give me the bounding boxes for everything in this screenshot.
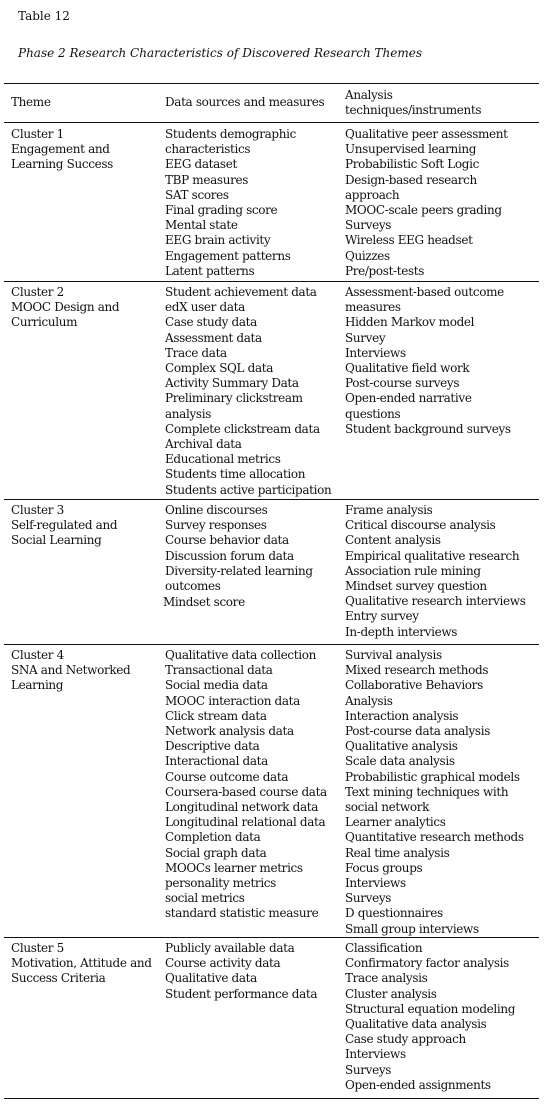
data-source-item: Course behavior data (165, 533, 289, 548)
data-source-item: standard statistic measure (165, 906, 319, 921)
row-1-analysis (345, 127, 508, 279)
data-source-item: outcomes (165, 579, 221, 594)
analysis-item: Focus groups (345, 860, 423, 875)
analysis-item: Survival analysis (345, 648, 442, 662)
analysis-item: measures (345, 300, 401, 315)
theme-line: Cluster 1 (11, 127, 64, 141)
analysis-item: Probabilistic graphical models (345, 769, 520, 784)
data-source-item: EEG brain activity (165, 233, 271, 248)
row-1-data-sources (165, 127, 296, 279)
row-3-data-sources (165, 503, 313, 610)
data-source-item: Students time allocation (165, 467, 306, 482)
row-1-theme (11, 127, 113, 173)
row-4-theme (11, 648, 130, 694)
data-source-item: Qualitative data (165, 971, 257, 986)
row-5-theme (11, 941, 152, 987)
row-divider (4, 644, 539, 645)
analysis-item: Critical discourse analysis (345, 518, 496, 533)
data-source-item: Survey responses (165, 518, 267, 533)
data-source-item: Click stream data (165, 708, 267, 723)
data-source-item: Student performance data (165, 986, 318, 1001)
table-top-rule (4, 83, 539, 84)
analysis-item: Scale data analysis (345, 754, 455, 769)
data-source-item: Social media data (165, 678, 268, 693)
row-3-analysis (345, 503, 526, 640)
data-source-item: Activity Summary Data (165, 376, 299, 391)
data-source-item: Qualitative data collection (165, 648, 316, 662)
data-source-item: Social graph data (165, 845, 267, 860)
theme-line: Cluster 3 (11, 503, 64, 517)
data-source-item: TBP measures (165, 172, 249, 187)
header-analysis (345, 88, 481, 118)
theme-line: Engagement and (11, 142, 110, 157)
theme-line: Learning (11, 678, 64, 693)
analysis-item: Confirmatory factor analysis (345, 956, 509, 971)
data-source-item: Final grading score (165, 203, 278, 218)
analysis-item: Trace analysis (345, 971, 428, 986)
data-source-item: Mental state (165, 218, 238, 233)
data-source-item: Complete clickstream data (165, 421, 320, 436)
data-source-item: Assessment data (165, 330, 262, 345)
theme-line: Curriculum (11, 315, 78, 330)
analysis-item: Association rule mining (345, 563, 481, 578)
data-source-item: EEG dataset (165, 157, 237, 172)
data-source-item: Educational metrics (165, 452, 281, 467)
row-5-data-sources (165, 941, 317, 1002)
header-bottom-rule (4, 122, 539, 123)
theme-line: MOOC Design and (11, 300, 120, 315)
analysis-item: Qualitative data analysis (345, 1017, 487, 1032)
row-2-analysis (345, 285, 511, 437)
analysis-item: Collaborative Behaviors (345, 678, 483, 693)
analysis-item: Content analysis (345, 533, 441, 548)
theme-line: Success Criteria (11, 971, 106, 986)
data-source-item: Archival data (165, 437, 242, 452)
analysis-item: Post-course data analysis (345, 724, 491, 739)
analysis-item: Unsupervised learning (345, 142, 477, 157)
row-2-data-sources (165, 285, 331, 498)
theme-line: Social Learning (11, 533, 102, 548)
analysis-item: Interviews (345, 1047, 406, 1062)
analysis-item: approach (345, 187, 400, 202)
analysis-item: Real time analysis (345, 845, 450, 860)
analysis-item: Qualitative peer assessment (345, 127, 508, 141)
analysis-item: Small group interviews (345, 921, 479, 936)
data-source-item: Network analysis data (165, 724, 294, 739)
data-source-item: MOOCs learner metrics (165, 860, 303, 875)
table-bottom-rule (4, 1098, 539, 1099)
theme-line: Self-regulated and (11, 518, 118, 533)
analysis-item: Frame analysis (345, 503, 433, 517)
data-source-item: Latent patterns (165, 263, 255, 278)
row-4-analysis (345, 648, 524, 937)
analysis-item: In-depth interviews (345, 624, 458, 639)
data-source-item: Diversity-related learning (165, 563, 313, 578)
header-theme: Theme (11, 95, 51, 109)
theme-line: Learning Success (11, 157, 113, 172)
analysis-item: Qualitative research interviews (345, 594, 526, 609)
analysis-item: Case study approach (345, 1032, 466, 1047)
analysis-item: Qualitative field work (345, 361, 470, 376)
analysis-item: Wireless EEG headset (345, 233, 473, 248)
analysis-item: Surveys (345, 218, 392, 233)
analysis-item: Qualitative analysis (345, 739, 458, 754)
data-source-item: Students demographic (165, 127, 297, 141)
analysis-item: Student background surveys (345, 421, 511, 436)
row-5-analysis (345, 941, 515, 1093)
analysis-item: Assessment-based outcome (345, 285, 504, 299)
row-3-theme (11, 503, 117, 549)
analysis-item: Analysis (345, 693, 393, 708)
analysis-item: Pre/post-tests (345, 263, 425, 278)
analysis-item: Interviews (345, 345, 406, 360)
row-divider (4, 937, 539, 938)
analysis-item: social network (345, 800, 430, 815)
data-source-item: Mindset score (163, 595, 245, 610)
data-source-item: Online discourses (165, 503, 268, 517)
row-divider (4, 499, 539, 500)
data-source-item: Trace data (165, 345, 227, 360)
analysis-item: questions (345, 406, 401, 421)
analysis-item: Probabilistic Soft Logic (345, 157, 479, 172)
analysis-item: Design-based research (345, 172, 477, 187)
data-source-item: edX user data (165, 300, 245, 315)
row-divider (4, 281, 539, 282)
data-source-item: Course outcome data (165, 769, 289, 784)
data-source-item: characteristics (165, 142, 251, 157)
data-source-item: Interactional data (165, 754, 268, 769)
data-source-item: Transactional data (165, 663, 273, 678)
analysis-item: Mixed research methods (345, 663, 489, 678)
data-source-item: MOOC interaction data (165, 693, 300, 708)
theme-line: Cluster 5 (11, 941, 64, 955)
data-source-item: SAT scores (165, 187, 229, 202)
data-source-item: personality metrics (165, 876, 276, 891)
data-source-item: social metrics (165, 891, 245, 906)
data-source-item: Coursera-based course data (165, 784, 327, 799)
data-source-item: analysis (165, 406, 212, 421)
analysis-item: Open-ended assignments (345, 1077, 491, 1092)
data-source-item: Complex SQL data (165, 361, 274, 376)
data-source-item: Case study data (165, 315, 257, 330)
analysis-item: Classification (345, 941, 423, 955)
analysis-item: Surveys (345, 1062, 392, 1077)
data-source-item: Discussion forum data (165, 548, 294, 563)
table-label: Table 12 (18, 9, 70, 23)
analysis-item: Interviews (345, 876, 406, 891)
data-source-item: Engagement patterns (165, 248, 291, 263)
analysis-item: Text mining techniques with (345, 784, 509, 799)
row-4-data-sources (165, 648, 327, 922)
data-source-item: Course activity data (165, 956, 281, 971)
header-data-sources: Data sources and measures (165, 95, 325, 109)
row-2-theme (11, 285, 119, 331)
analysis-item: Survey (345, 330, 386, 345)
analysis-item: Quantitative research methods (345, 830, 524, 845)
analysis-item: Learner analytics (345, 815, 446, 830)
header-analysis-line: techniques/instruments (345, 103, 482, 118)
analysis-item: D questionnaires (345, 906, 443, 921)
analysis-item: Cluster analysis (345, 986, 437, 1001)
analysis-item: Surveys (345, 891, 392, 906)
data-source-item: Preliminary clickstream (165, 391, 303, 406)
theme-line: Cluster 4 (11, 648, 64, 662)
analysis-item: Empirical qualitative research (345, 548, 520, 563)
analysis-item: Interaction analysis (345, 708, 459, 723)
analysis-item: MOOC-scale peers grading (345, 203, 502, 218)
data-source-item: Publicly available data (165, 941, 295, 955)
analysis-item: Entry survey (345, 609, 419, 624)
analysis-item: Post-course surveys (345, 376, 460, 391)
header-analysis-line: Analysis (345, 88, 393, 102)
theme-line: Cluster 2 (11, 285, 64, 299)
analysis-item: Open-ended narrative (345, 391, 472, 406)
data-source-item: Student achievement data (165, 285, 317, 299)
theme-line: SNA and Networked (11, 663, 131, 678)
table-title: Phase 2 Research Characteristics of Discovered Research Themes (18, 46, 422, 60)
analysis-item: Mindset survey question (345, 579, 487, 594)
data-source-item: Descriptive data (165, 739, 260, 754)
analysis-item: Structural equation modeling (345, 1001, 516, 1016)
data-source-item: Longitudinal network data (165, 800, 319, 815)
data-source-item: Students active participation (165, 482, 332, 497)
theme-line: Motivation, Attitude and (11, 956, 152, 971)
data-source-item: Longitudinal relational data (165, 815, 326, 830)
data-source-item: Completion data (165, 830, 261, 845)
analysis-item: Hidden Markov model (345, 315, 475, 330)
analysis-item: Quizzes (345, 248, 390, 263)
